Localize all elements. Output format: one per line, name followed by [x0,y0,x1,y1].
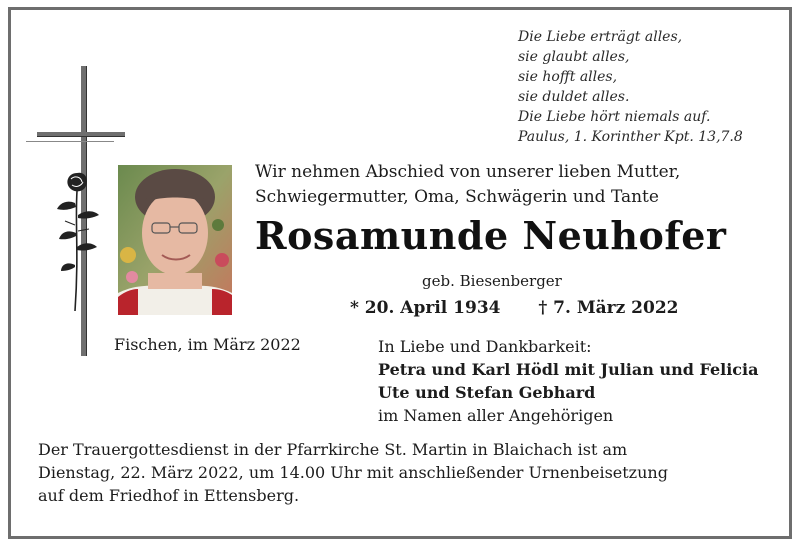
verse-line: Die Liebe hört niemals auf. [518,109,711,125]
service-line: auf dem Friedhof in Ettensberg. [38,486,300,505]
family-line: Ute und Stefan Gebhard [378,383,596,402]
maiden-name: geb. Biesenberger [422,272,562,290]
verse-line: sie hofft alles, [518,69,618,85]
place-date: Fischen, im März 2022 [114,335,301,354]
verse-line: sie duldet alles. [518,89,630,105]
bible-verse [518,27,743,147]
service-line: Dienstag, 22. März 2022, um 14.00 Uhr mit anschließender Urnenbeisetzung [38,463,668,482]
life-dates [350,298,679,318]
birth-date: * 20. April 1934 [350,298,501,318]
family-signature [378,335,758,427]
intro-text [255,160,680,210]
service-line: Der Trauergottesdienst in der Pfarrkirche St. Martin in Blaichach ist am [38,440,628,459]
intro-line: Schwiegermutter, Oma, Schwägerin und Tante [255,187,659,207]
intro-line: Wir nehmen Abschied von unserer lieben Mutter, [255,162,681,182]
thanks-intro: In Liebe und Dankbarkeit: [378,337,592,356]
verse-source: Paulus, 1. Korinther Kpt. 13,7.8 [518,129,743,145]
rose-icon [55,163,105,313]
verse-line: Die Liebe erträgt alles, [518,29,683,45]
portrait-photo [118,165,232,315]
verse-line: sie glaubt alles, [518,49,630,65]
death-date: † 7. März 2022 [538,298,679,318]
service-info [38,438,758,507]
deceased-name: Rosamunde Neuhofer [255,213,727,258]
family-line: Petra und Karl Hödl mit Julian und Felicia [378,360,759,379]
family-line: im Namen aller Angehörigen [378,406,614,425]
